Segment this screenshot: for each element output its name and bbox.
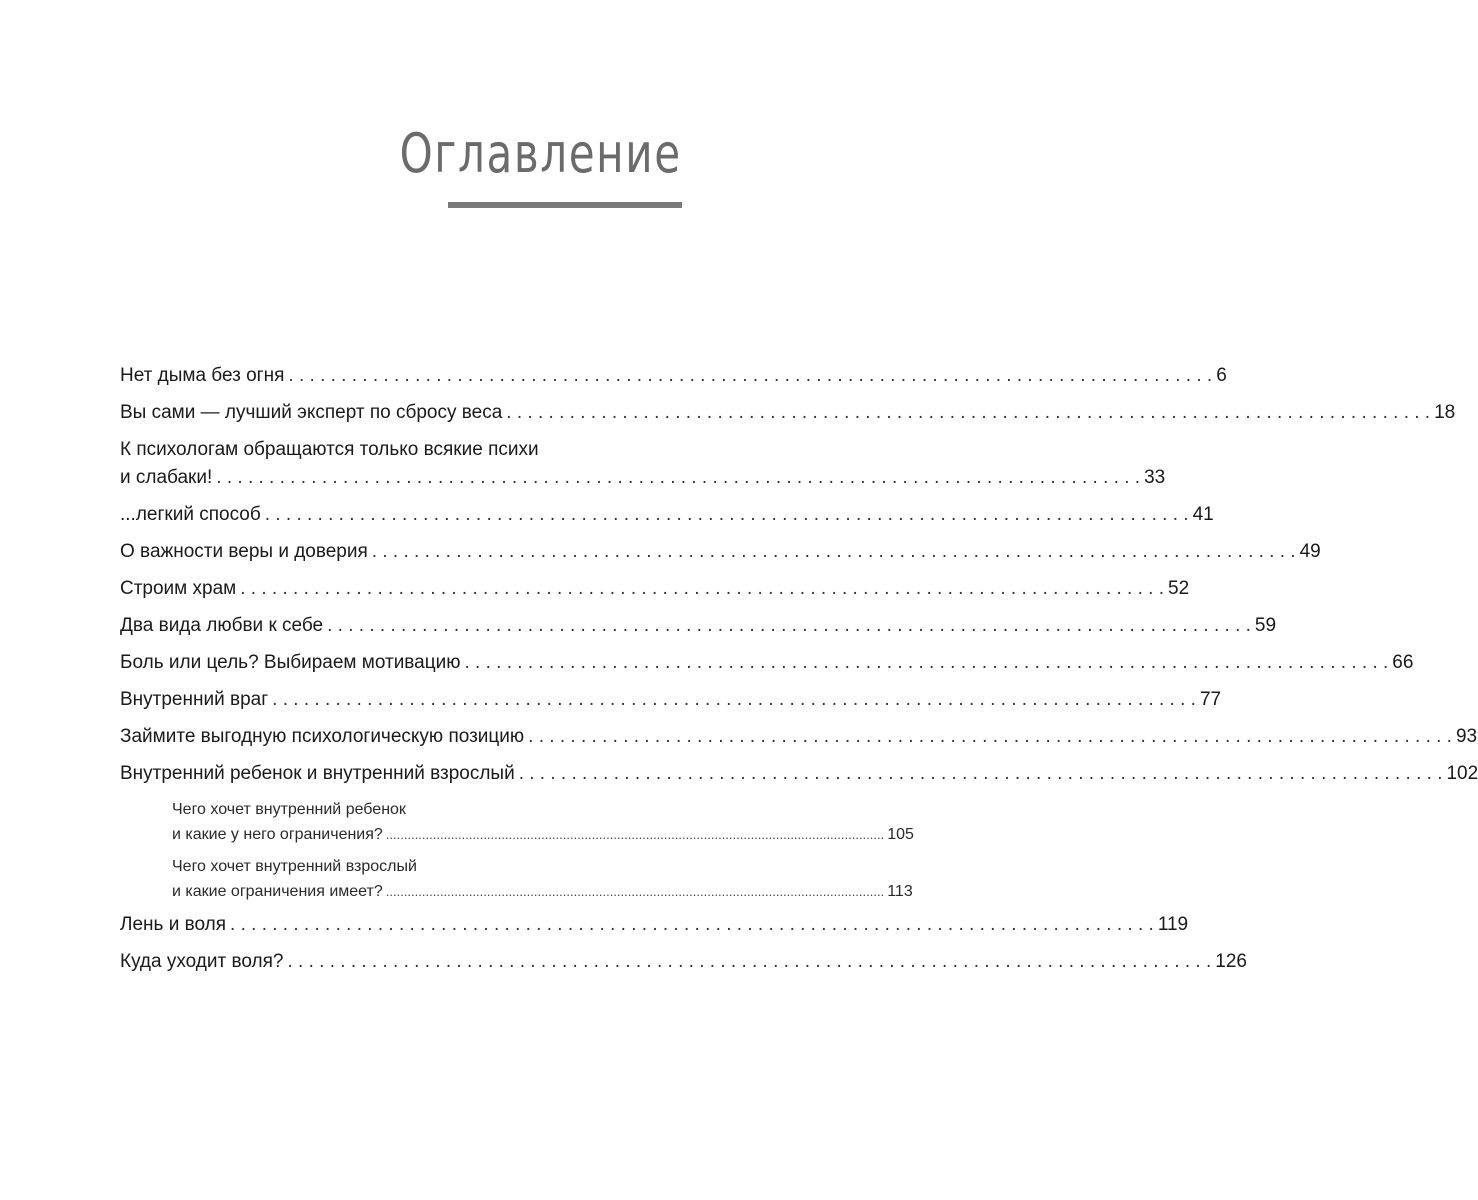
dot-leader [386, 879, 884, 904]
toc-entry-title: Лень и воля [120, 914, 227, 935]
toc-subentry-title-line1: Чего хочет внутренний ребенок [172, 801, 406, 818]
table-of-contents [120, 362, 1478, 985]
dot-leader [216, 464, 1140, 492]
dot-leader [265, 501, 1189, 529]
toc-entry-title: Два вида любви к себе [120, 615, 324, 636]
dot-leader [230, 911, 1154, 939]
toc-entry-page: 52 [1168, 578, 1190, 599]
toc-entry-page: 126 [1215, 951, 1247, 972]
toc-entry-page: 59 [1254, 615, 1277, 636]
toc-entry[interactable] [120, 575, 1190, 603]
toc-subentry-title-line2: и какие ограничения имеет? [172, 883, 383, 900]
dot-leader [272, 686, 1196, 714]
toc-entry[interactable] [120, 760, 1478, 788]
toc-entry-page: 102 [1446, 763, 1478, 784]
toc-entry-title: ...легкий способ [120, 504, 261, 525]
toc-entry[interactable] [120, 948, 1247, 976]
dot-leader [528, 723, 1452, 751]
toc-subentry-title-line1: Чего хочет внутренний взрослый [172, 858, 417, 875]
toc-entry[interactable] [120, 911, 1189, 939]
toc-entry[interactable] [120, 649, 1414, 677]
dot-leader [465, 649, 1389, 677]
toc-entry[interactable] [120, 501, 1214, 529]
toc-heading [320, 118, 682, 190]
page-title: Оглавление [399, 122, 682, 185]
toc-entry[interactable] [120, 612, 1277, 640]
dot-leader [287, 948, 1211, 976]
toc-entry-page: 119 [1157, 914, 1189, 935]
toc-entry[interactable] [120, 686, 1222, 714]
toc-entry[interactable] [120, 362, 1227, 390]
toc-entry-title: Вы сами — лучший эксперт по сбросу веса [120, 402, 503, 423]
dot-leader [372, 538, 1296, 566]
toc-entry-title: Нет дыма без огня [120, 365, 285, 386]
toc-entry-page: 33 [1144, 467, 1166, 488]
toc-entry[interactable] [120, 399, 1456, 427]
toc-entry-title-line1: К психологам обращаются только всякие психи [120, 439, 539, 460]
toc-entry-title-line2: и слабаки! [120, 467, 213, 488]
toc-subentry-page: 105 [887, 826, 914, 843]
toc-entry-title: Строим храм [120, 578, 237, 599]
dot-leader [519, 760, 1443, 788]
toc-entry-title: Куда уходит воля? [120, 951, 284, 972]
toc-entry-page: 66 [1392, 652, 1414, 673]
toc-entry-page: 18 [1434, 402, 1456, 423]
heading-underline [448, 202, 682, 208]
dot-leader [386, 822, 884, 847]
toc-subentry-page: 113 [887, 883, 913, 900]
toc-entry-title: Внутренний враг [120, 689, 269, 710]
toc-subentry[interactable] [172, 797, 914, 847]
toc-entry-page: 6 [1216, 365, 1227, 386]
toc-entry-title: О важности веры и доверия [120, 541, 368, 562]
toc-entry-page: 41 [1192, 504, 1214, 525]
toc-entry[interactable] [120, 723, 1478, 751]
toc-subentry-title-line2: и какие у него ограничения? [172, 826, 383, 843]
toc-subentry[interactable] [172, 854, 913, 904]
dot-leader [288, 362, 1212, 390]
toc-entry[interactable] [120, 436, 1166, 492]
toc-entry-page: 93 [1455, 726, 1478, 747]
dot-leader [327, 612, 1251, 640]
toc-entry-page: 77 [1199, 689, 1222, 710]
toc-entry-title: Боль или цель? Выбираем мотивацию [120, 652, 461, 673]
toc-entry-page: 49 [1299, 541, 1321, 562]
dot-leader [240, 575, 1164, 603]
toc-entry[interactable] [120, 538, 1321, 566]
toc-entry-title: Займите выгодную психологическую позицию [120, 726, 525, 747]
dot-leader [506, 399, 1430, 427]
toc-entry-title: Внутренний ребенок и внутренний взрослый [120, 763, 515, 784]
